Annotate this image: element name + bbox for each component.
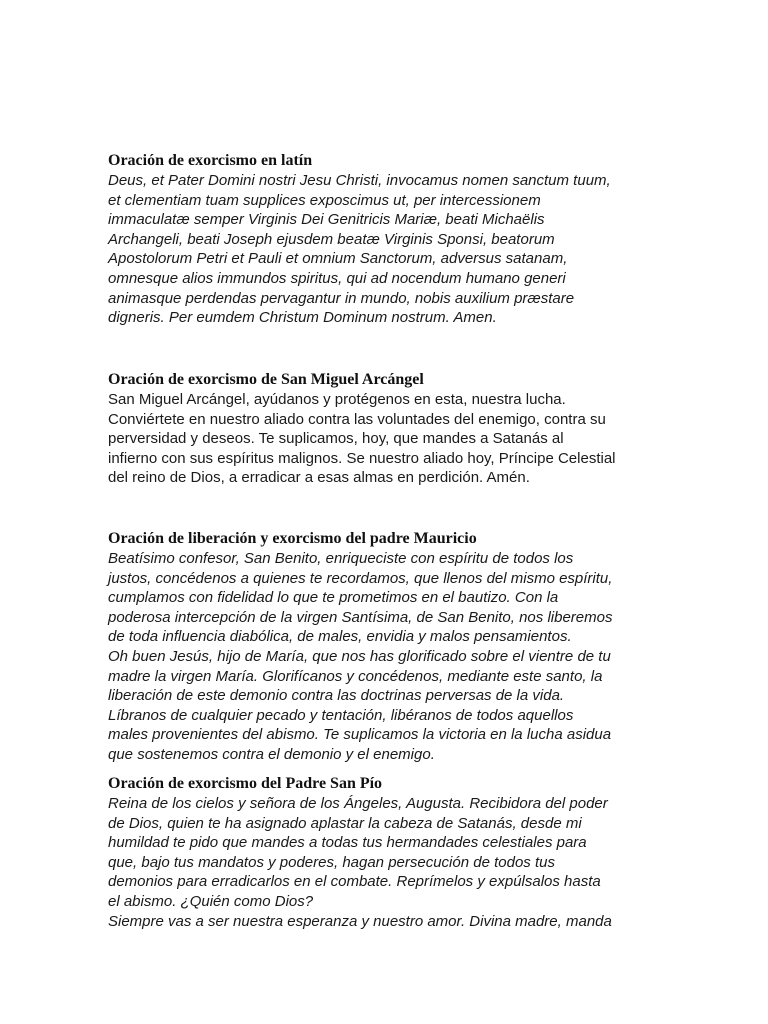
text-line: Apostolorum Petri et Pauli et omnium Sanctorum, adversus satanam, (108, 250, 568, 268)
text-line: de Dios, quien te ha asignado aplastar la cabeza de Satanás, desde mi (108, 814, 582, 832)
text-line: que sostenemos contra el demonio y el enemigo. (108, 745, 435, 763)
text-line: justos, concédenos a quienes te recordamos, que llenos del mismo espíritu, (108, 569, 613, 587)
text-line: humildad te pido que mandes a todas tus hermandades celestiales para (108, 834, 587, 852)
text-line: liberación de este demonio contra las doctrinas perversas de la vida. (108, 687, 565, 705)
text-line: Siempre vas a ser nuestra esperanza y nuestro amor. Divina madre, manda (108, 912, 612, 930)
section-heading: Oración de exorcismo de San Miguel Arcángel (108, 371, 424, 388)
text-line: perversidad y deseos. Te suplicamos, hoy, que mandes a Satanás al (108, 430, 564, 448)
text-line: que, bajo tus mandatos y poderes, hagan persecución de todos tus (108, 853, 555, 871)
section-san-pio-prayer (108, 774, 668, 931)
section-heading: Oración de liberación y exorcismo del padre Mauricio (108, 530, 477, 547)
text-line: del reino de Dios, a erradicar a esas almas en perdición. Amén. (108, 469, 530, 487)
text-line: Archangeli, beati Joseph ejusdem beatæ Virginis Sponsi, beatorum (108, 230, 555, 248)
section-latin-prayer (108, 151, 668, 328)
section-body (108, 171, 668, 328)
text-line: males provenientes del abismo. Te suplicamos la victoria en la lucha asidua (108, 726, 612, 744)
text-line: et clementiam tuam supplices exposcimus ut, per intercessionem (108, 191, 541, 209)
text-line: San Miguel Arcángel, ayúdanos y protégenos en esta, nuestra lucha. (108, 391, 566, 408)
text-line: madre la virgen María. Glorifícanos y concédenos, mediante este santo, la (108, 667, 603, 685)
text-line: Deus, et Pater Domini nostri Jesu Christi, invocamus nomen sanctum tuum, (108, 172, 611, 189)
text-line: poderosa intercepción de la virgen Santísima, de San Benito, nos liberemos (108, 608, 613, 626)
text-line: animasque perdendas pervagantur in mundo, nobis auxilium præstare (108, 289, 575, 307)
text-line: Líbranos de cualquier pecado y tentación, libéranos de todos aquellos (108, 706, 574, 724)
text-line: el abismo. ¿Quién como Dios? (108, 892, 314, 910)
text-line: infierno con sus espíritus malignos. Se nuestro aliado hoy, Príncipe Celestial (108, 449, 616, 467)
text-line: Reina de los cielos y señora de los Ángeles, Augusta. Recibidora del poder (108, 795, 608, 812)
section-body (108, 794, 668, 931)
text-line: Conviértete en nuestro aliado contra las voluntades del enemigo, contra su (108, 410, 606, 428)
section-body (108, 549, 668, 765)
text-line: de toda influencia diabólica, de males, envidia y malos pensamientos. (108, 628, 572, 646)
text-line: omnesque alios immundos spiritus, qui ad nocendum humano generi (108, 269, 566, 287)
text-line: digneris. Per eumdem Christum Dominum nostrum. Amen. (108, 309, 497, 327)
text-line: Oh buen Jesús, hijo de María, que nos has glorificado sobre el vientre de tu (108, 647, 611, 665)
text-line: demonios para erradicarlos en el combate. Reprímelos y expúlsalos hasta (108, 873, 601, 891)
section-heading: Oración de exorcismo en latín (108, 152, 313, 169)
text-line: immaculatæ semper Virginis Dei Genitricis Mariæ, beati Michaëlis (108, 211, 545, 229)
section-body (108, 390, 668, 488)
section-san-miguel-prayer (108, 370, 668, 488)
text-line: cumplamos con fidelidad lo que te prometimos en el bautizo. Con la (108, 589, 559, 607)
section-padre-mauricio-prayer (108, 529, 668, 765)
section-heading: Oración de exorcismo del Padre San Pío (108, 775, 383, 792)
text-line: Beatísimo confesor, San Benito, enriqueciste con espíritu de todos los (108, 550, 574, 567)
